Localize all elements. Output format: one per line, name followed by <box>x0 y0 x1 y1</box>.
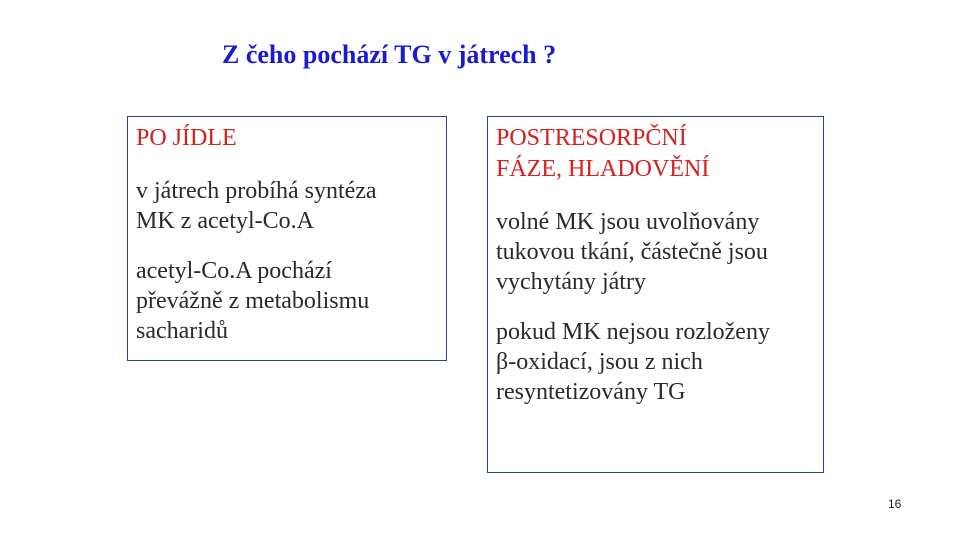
left-box-heading: PO JÍDLE <box>136 125 237 151</box>
right-box-paragraph: pokud MK nejsou rozloženy β-oxidací, jsou z nich resyntetizovány TG <box>496 319 770 405</box>
right-box-heading: POSTRESORPČNÍ FÁZE, HLADOVĚNÍ <box>496 125 710 182</box>
left-box-paragraph: v játrech probíhá syntéza MK z acetyl-Co.A <box>136 178 377 234</box>
left-box-after-meal <box>127 116 447 361</box>
slide-title: Z čeho pochází TG v játrech ? <box>222 40 557 69</box>
left-box-paragraph: acetyl-Co.A pochází převážně z metabolismu sacharidů <box>136 258 370 344</box>
right-box-fasting <box>487 116 824 473</box>
right-box-paragraph: volné MK jsou uvolňovány tukovou tkání, částečně jsou vychytány játry <box>496 209 768 295</box>
page-number: 16 <box>888 497 902 511</box>
